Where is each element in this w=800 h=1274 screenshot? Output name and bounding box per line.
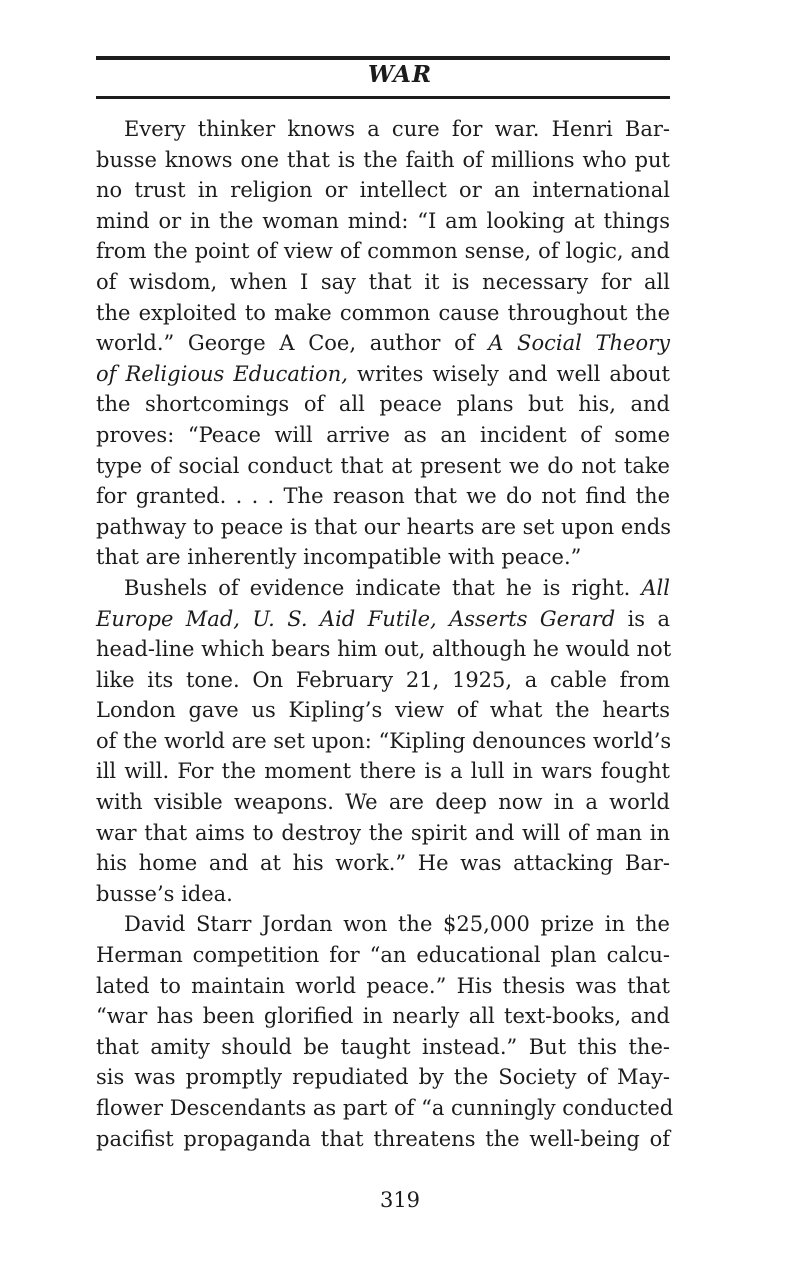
- text-line: mind or in the woman mind: “I am looking at things: [96, 208, 670, 233]
- text-line: like its tone. On February 21, 1925, a cable from: [96, 667, 670, 692]
- header-rule-bottom: [96, 96, 670, 99]
- text-fragment: world.” George A Coe, author of: [96, 331, 475, 356]
- text-line: “war has been glorified in nearly all text-books, and: [96, 1004, 670, 1029]
- text-line: Herman competition for “an educational plan calcu-: [96, 943, 670, 968]
- text-line: [96, 573, 670, 604]
- text-line: head-line which bears him out, although he would not: [96, 637, 672, 662]
- text-line: busse knows one that is the faith of millions who put: [96, 147, 670, 172]
- text-line: [96, 604, 670, 635]
- text-fragment: Bushels of evidence indicate that he is right.: [124, 575, 631, 600]
- text-line: war that aims to destroy the spirit and will of man in: [96, 820, 670, 845]
- text-fragment: is a: [627, 606, 670, 631]
- page-number: 319: [379, 1188, 421, 1212]
- book-title-italic: of Religious Education,: [96, 361, 348, 386]
- text-line: that are inherently incompatible with peace.”: [96, 545, 582, 570]
- text-line: busse’s idea.: [96, 881, 233, 906]
- text-line: that amity should be taught instead.” But this the-: [96, 1034, 670, 1059]
- text-line: sis was promptly repudiated by the Society of May-: [96, 1065, 670, 1090]
- text-line: the shortcomings of all peace plans but his, and: [96, 392, 670, 417]
- header-rule-top: [96, 56, 670, 60]
- text-line: with visible weapons. We are deep now in a world: [96, 790, 670, 815]
- text-line: his home and at his work.” He was attacking Bar-: [96, 851, 670, 876]
- text-line: [96, 328, 670, 359]
- headline-italic: All: [641, 575, 670, 600]
- text-line: pathway to peace is that our hearts are set upon ends: [96, 514, 671, 539]
- text-line: for granted. . . . The reason that we do not find the: [96, 484, 670, 509]
- text-line: from the point of view of common sense, of logic, and: [96, 239, 670, 264]
- text-line: of the world are set upon: “Kipling denounces world’s: [96, 728, 672, 753]
- text-line: David Starr Jordan won the $25,000 prize in the: [124, 912, 670, 937]
- text-line: [96, 359, 670, 390]
- text-line: the exploited to make common cause throughout the: [96, 300, 670, 325]
- text-line: type of social conduct that at present we do not take: [96, 453, 670, 478]
- body-text: [96, 114, 674, 1154]
- text-line: flower Descendants as part of “a cunningly conducted: [96, 1096, 674, 1120]
- text-line: of wisdom, when I say that it is necessary for all: [96, 269, 670, 294]
- text-line: pacifist propaganda that threatens the well-being of: [96, 1126, 670, 1151]
- text-line: London gave us Kipling’s view of what the hearts: [96, 698, 670, 723]
- book-title-italic: A Social Theory: [488, 331, 670, 356]
- headline-italic: Europe Mad, U. S. Aid Futile, Asserts Gerard: [96, 606, 616, 631]
- text-line: Every thinker knows a cure for war. Henri Bar-: [124, 117, 670, 141]
- text-fragment: writes wisely and well about: [356, 361, 670, 386]
- text-line: lated to maintain world peace.” His thesis was that: [96, 973, 670, 998]
- running-head-title: WAR: [367, 61, 433, 88]
- text-line: no trust in religion or intellect or an international: [96, 178, 670, 203]
- text-line: ill will. For the moment there is a lull in wars fought: [96, 759, 670, 784]
- text-line: proves: “Peace will arrive as an incident of some: [96, 422, 670, 447]
